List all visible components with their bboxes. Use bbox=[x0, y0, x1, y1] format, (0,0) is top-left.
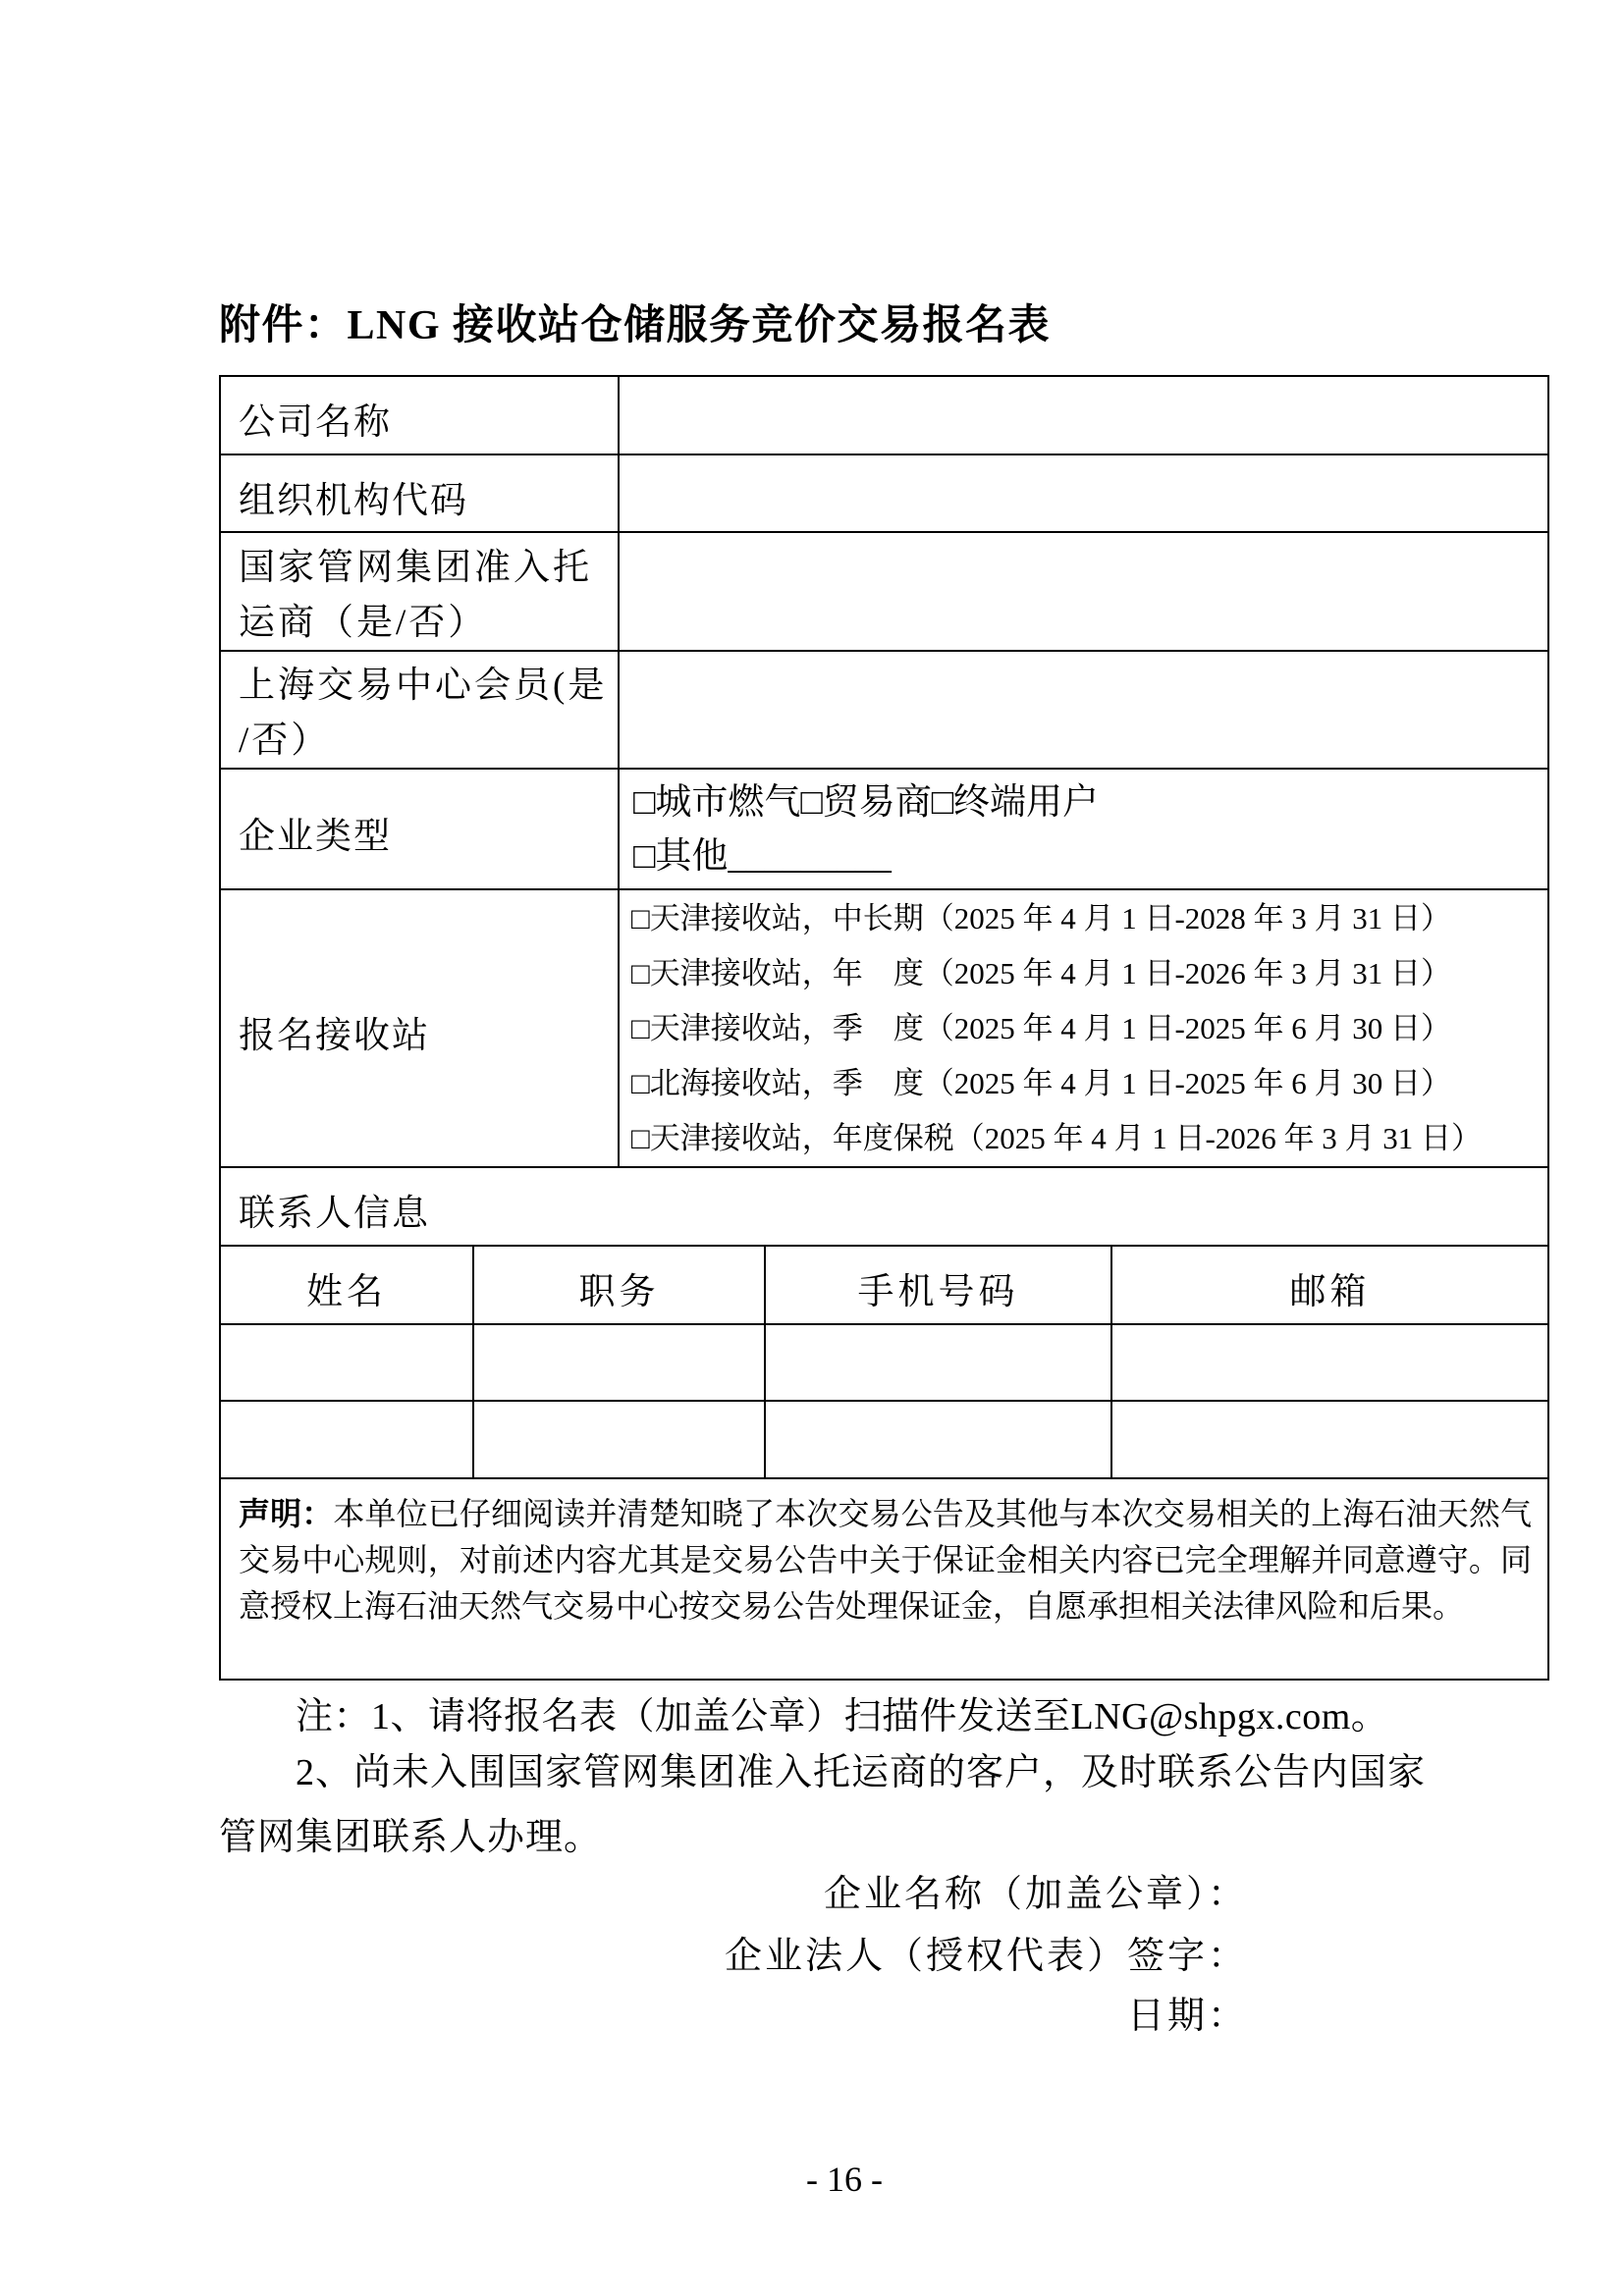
contact-email-cell bbox=[1112, 1402, 1547, 1477]
pipe-shipper-row bbox=[220, 532, 1548, 651]
contact-header-name: 姓名 bbox=[306, 1272, 387, 1312]
exchange-member-label bbox=[221, 652, 618, 768]
company-name-label: 公司名称 bbox=[239, 402, 392, 443]
station-option: □天津接收站，年度保税（2025 年 4 月 1 日-2026 年 3 月 31 日） bbox=[631, 1120, 1483, 1155]
signature-date: 日期： bbox=[1126, 1996, 1248, 2037]
signature-company: 企业名称（加盖公章）： bbox=[823, 1874, 1248, 1915]
station-option: □天津接收站，季 度（2025 年 4 月 1 日-2025 年 6 月 30 日） bbox=[631, 1010, 1452, 1045]
contact-header-row bbox=[220, 1246, 1548, 1324]
org-code-label: 组织机构代码 bbox=[239, 480, 468, 521]
station-option: □天津接收站，中长期（2025 年 4 月 1 日-2028 年 3 月 31 日） bbox=[631, 900, 1452, 935]
contact-title-cell bbox=[474, 1402, 764, 1477]
contact-phone-cell bbox=[766, 1325, 1110, 1400]
org-code-row bbox=[220, 454, 1548, 532]
exchange-member-label-line-2: /否） bbox=[239, 721, 331, 761]
signature-legal-rep: 企业法人（授权代表）签字： bbox=[724, 1936, 1248, 1977]
contact-email-cell bbox=[1112, 1325, 1547, 1400]
pipe-shipper-label-line-2: 运商（是/否） bbox=[239, 602, 488, 643]
note-2-line-2: 管网集团联系人办理。 bbox=[219, 1817, 603, 1858]
enterprise-type-option-line-2: □其他_________ bbox=[633, 835, 892, 877]
pipe-shipper-value bbox=[620, 533, 1547, 650]
contact-name-cell bbox=[221, 1325, 472, 1400]
station-option: □天津接收站，年 度（2025 年 4 月 1 日-2026 年 3 月 31 日） bbox=[631, 955, 1452, 990]
declaration-label: 声明： bbox=[239, 1496, 334, 1531]
station-option: □北海接收站，季 度（2025 年 4 月 1 日-2025 年 6 月 30 日） bbox=[631, 1065, 1452, 1100]
registration-form-table bbox=[219, 375, 1549, 1681]
contact-name-cell bbox=[221, 1402, 472, 1477]
declaration-row bbox=[220, 1478, 1548, 1680]
contact-phone-cell bbox=[766, 1402, 1110, 1477]
contact-info-row bbox=[220, 1167, 1548, 1246]
contact-row bbox=[220, 1324, 1548, 1401]
stations-row bbox=[220, 889, 1548, 1167]
declaration bbox=[221, 1479, 1547, 1679]
note-1: 注：1、请将报名表（加盖公章）扫描件发送至LNG@shpgx.com。 bbox=[296, 1696, 1389, 1737]
contact-header-email: 邮箱 bbox=[1289, 1272, 1371, 1312]
exchange-member-label-line-1: 上海交易中心会员(是 bbox=[239, 666, 608, 706]
contact-header-phone: 手机号码 bbox=[857, 1272, 1019, 1312]
note-2-line-1: 2、尚未入围国家管网集团准入托运商的客户，及时联系公告内国家 bbox=[296, 1752, 1427, 1793]
org-code-value bbox=[620, 455, 1547, 531]
contact-info-label: 联系人信息 bbox=[239, 1194, 430, 1234]
enterprise-type-option-line-1: □城市燃气□贸易商□终端用户 bbox=[633, 781, 1100, 823]
contact-header-title: 职务 bbox=[578, 1272, 660, 1312]
page-title: 附件：LNG 接收站仓储服务竞价交易报名表 bbox=[219, 303, 1052, 348]
page-number: - 16 - bbox=[806, 2160, 883, 2199]
enterprise-type-options bbox=[620, 770, 1547, 888]
exchange-member-row bbox=[220, 651, 1548, 769]
declaration-text: 本单位已仔细阅读并清楚知晓了本次交易公告及其他与本次交易相关的上海石油天然气交易中心规则，对前述内容尤其是交易公告中关于保证金相关内容已完全理解并同意遵守。同意授权上海石油天然气交易中心按交易公告处理保证金，自愿承担相关法律风险和后果。 bbox=[239, 1496, 1533, 1624]
company-name-row bbox=[220, 376, 1548, 454]
company-name-value bbox=[620, 377, 1547, 454]
enterprise-type-label: 企业类型 bbox=[239, 816, 392, 857]
stations-label: 报名接收站 bbox=[239, 1015, 430, 1056]
pipe-shipper-label-line-1: 国家管网集团准入托 bbox=[239, 547, 592, 588]
pipe-shipper-label bbox=[221, 533, 618, 650]
enterprise-type-row bbox=[220, 769, 1548, 889]
contact-title-cell bbox=[474, 1325, 764, 1400]
stations-options bbox=[620, 890, 1547, 1166]
exchange-member-value bbox=[620, 652, 1547, 768]
contact-row bbox=[220, 1401, 1548, 1478]
